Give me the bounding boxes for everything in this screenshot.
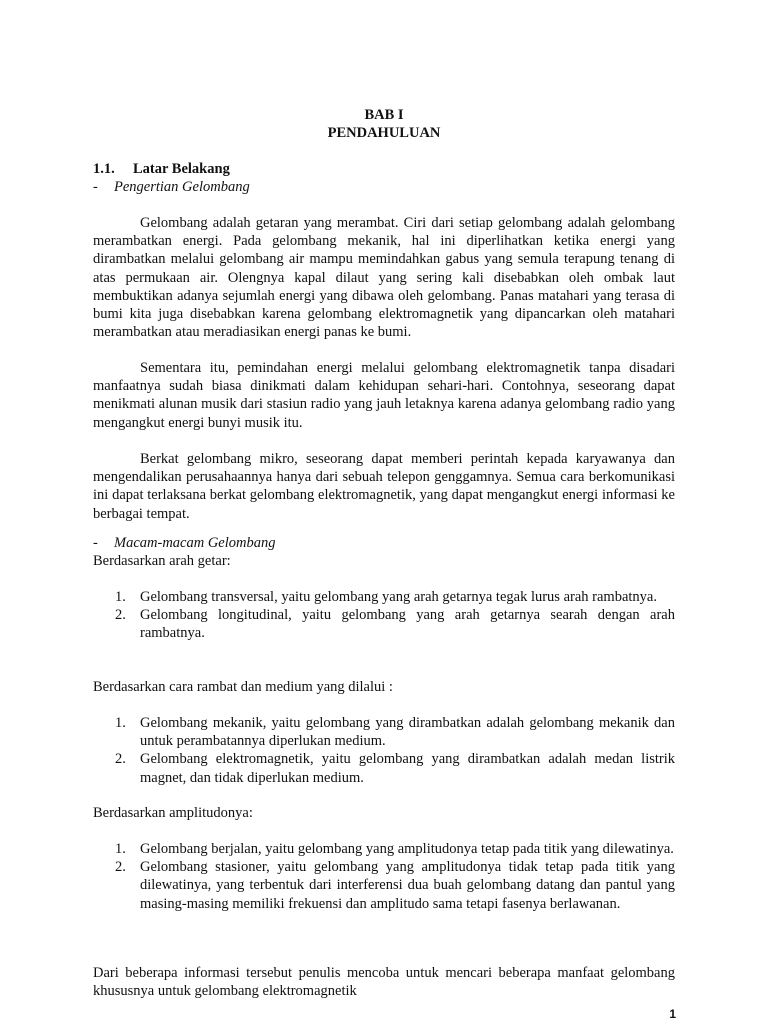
paragraph-3: Berkat gelombang mikro, seseorang dapat memberi perintah kepada karyawanya dan mengendalikan perusahaannya hanya dari sebuah telepon genggamnya. Semua cara berkomunikasi ini dapat terlaksana berkat gelombang elektromagnetik, yang dapat mengangkut energi informasi ke berbagai tempat. <box>93 451 675 522</box>
document-page <box>93 0 675 1024</box>
list-marker: 2. <box>115 859 126 876</box>
list-item-text: Gelombang longitudinal, yaitu gelombang yang arah getarnya searah dengan arah rambatnya. <box>140 607 675 642</box>
subtitle-pengertian <box>93 178 675 196</box>
list-item-text: Gelombang stasioner, yaitu gelombang yang amplitudonya tidak tetap pada titik yang dilewatinya, yang terbentuk dari interferensi dua buah gelombang datang dan pantul yang masing-masing memiliki frekuensi dan amplitudo sama tetapi fasenya berlawanan. <box>140 859 675 912</box>
group-title-arah-getar: Berdasarkan arah getar: <box>93 553 231 569</box>
chapter-title: PENDAHULUAN <box>327 125 441 141</box>
list-item <box>93 588 675 606</box>
group-title-amplitudo: Berdasarkan amplitudonya: <box>93 805 253 821</box>
list-item <box>93 606 675 642</box>
dash-bullet: - <box>93 535 98 551</box>
subtitle-text: Macam-macam Gelombang <box>114 535 276 551</box>
paragraph-2: Sementara itu, pemindahan energi melalui gelombang elektromagnetik tanpa disadari manfaatnya sudah biasa dinikmati dalam kehidupan sehari-hari. Contohnya, seseorang dapat menikmati alunan musik dari stasiun radio yang jauh letaknya karena adanya gelombang radio yang mengangkut energi bunyi musik itu. <box>93 360 675 431</box>
list-marker: 2. <box>115 751 126 768</box>
dash-bullet: - <box>93 179 98 195</box>
section-number: 1.1. <box>93 161 115 177</box>
paragraph-1: Gelombang adalah getaran yang merambat. Ciri dari setiap gelombang adalah gelombang merambatkan energi. Pada gelombang mekanik, hal ini diperlihatkan ketika energi yang dirambatkan melalui gelombang air mampu memindahkan gabus yang semula terapung tenang di atas permukaan air. Olengnya kapal dilaut yang sering kali disebabkan oleh ombak laut membuktikan adanya sejumlah energi yang dibawa oleh gelombang. Panas matahari yang terasa di bumi kita juga disebabkan karena gelombang elektromagnetik yang dipancarkan oleh matahari merambatkan atau meradiasikan energi panas ke bumi. <box>93 215 675 341</box>
list-item <box>93 858 675 913</box>
list-item <box>93 750 675 786</box>
list-amplitudo <box>93 840 675 913</box>
chapter-label: BAB I <box>364 107 404 123</box>
subtitle-text: Pengertian Gelombang <box>114 179 250 195</box>
list-marker: 1. <box>115 841 126 857</box>
list-marker: 1. <box>115 715 126 731</box>
list-item <box>93 714 675 750</box>
group-title-cara-rambat: Berdasarkan cara rambat dan medium yang dilalui : <box>93 679 393 695</box>
list-marker: 1. <box>115 589 126 605</box>
page-number: 1 <box>669 1007 676 1021</box>
list-arah-getar <box>93 588 675 643</box>
section-heading <box>93 160 675 178</box>
list-item <box>93 840 675 858</box>
subtitle-macam <box>93 534 675 552</box>
list-cara-rambat <box>93 714 675 787</box>
list-item-text: Gelombang elektromagnetik, yaitu gelombang yang dirambatkan adalah medan listrik magnet, dan tidak diperlukan medium. <box>140 751 675 786</box>
list-marker: 2. <box>115 607 126 624</box>
list-item-text: Gelombang berjalan, yaitu gelombang yang amplitudonya tetap pada titik yang dilewatinya. <box>140 841 674 857</box>
list-item-text: Gelombang mekanik, yaitu gelombang yang dirambatkan adalah gelombang mekanik dan untuk perambatannya diperlukan medium. <box>140 715 675 750</box>
section-title: Latar Belakang <box>133 161 230 177</box>
list-item-text: Gelombang transversal, yaitu gelombang yang arah getarnya tegak lurus arah rambatnya. <box>140 589 657 605</box>
closing-paragraph: Dari beberapa informasi tersebut penulis mencoba untuk mencari beberapa manfaat gelombang khususnya untuk gelombang elektromagnetik <box>93 965 675 1000</box>
